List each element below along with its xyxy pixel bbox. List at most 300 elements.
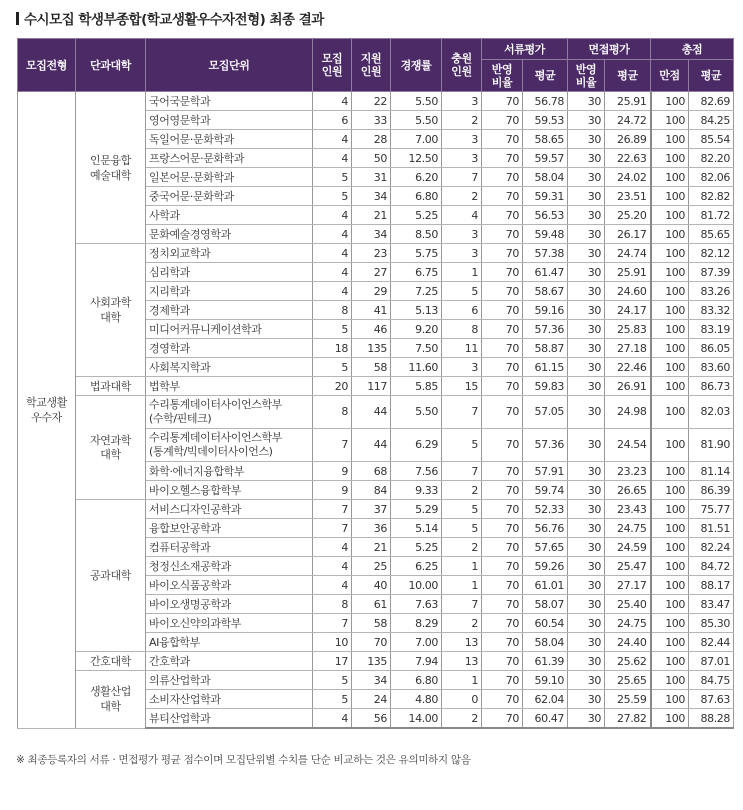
unit-cell: 문화예술경영학과: [146, 225, 313, 244]
applicants-cell: 25: [352, 557, 391, 576]
total-full-cell: 100: [651, 339, 689, 358]
total-avg-cell: 82.82: [689, 187, 734, 206]
header-extra: 충원 인원: [442, 39, 482, 92]
ratio-cell: 5.13: [391, 301, 442, 320]
ratio-cell: 5.29: [391, 500, 442, 519]
applicants-cell: 31: [352, 168, 391, 187]
interview-avg-cell: 25.40: [605, 595, 651, 614]
interview-avg-cell: 26.17: [605, 225, 651, 244]
ratio-cell: 8.50: [391, 225, 442, 244]
college-cell: 인문융합 예술대학: [76, 92, 146, 244]
total-avg-cell: 86.05: [689, 339, 734, 358]
college-cell: 자연과학 대학: [76, 396, 146, 500]
interview-avg-cell: 23.23: [605, 462, 651, 481]
doc-weight-cell: 70: [482, 92, 523, 111]
ratio-cell: 5.50: [391, 111, 442, 130]
total-full-cell: 100: [651, 206, 689, 225]
header-ratio: 경쟁률: [391, 39, 442, 92]
table-row: [18, 92, 734, 111]
quota-cell: 18: [313, 339, 352, 358]
ratio-cell: 7.94: [391, 652, 442, 671]
doc-weight-cell: 70: [482, 263, 523, 282]
extra-cell: 13: [442, 652, 482, 671]
unit-cell: 소비자산업학과: [146, 690, 313, 709]
total-full-cell: 100: [651, 320, 689, 339]
interview-weight-cell: 30: [568, 339, 605, 358]
quota-cell: 4: [313, 576, 352, 595]
quota-cell: 7: [313, 614, 352, 633]
total-full-cell: 100: [651, 358, 689, 377]
header-applicants: 지원 인원: [352, 39, 391, 92]
ratio-cell: 5.50: [391, 92, 442, 111]
unit-cell: 바이오식품공학과: [146, 576, 313, 595]
college-cell: 생활산업 대학: [76, 671, 146, 729]
interview-weight-cell: 30: [568, 429, 605, 462]
doc-avg-cell: 58.04: [523, 168, 568, 187]
interview-weight-cell: 30: [568, 149, 605, 168]
interview-avg-cell: 23.43: [605, 500, 651, 519]
doc-avg-cell: 56.78: [523, 92, 568, 111]
doc-weight-cell: 70: [482, 377, 523, 396]
extra-cell: 7: [442, 396, 482, 429]
applicants-cell: 50: [352, 149, 391, 168]
interview-avg-cell: 25.59: [605, 690, 651, 709]
table-row: [18, 671, 734, 690]
doc-avg-cell: 62.04: [523, 690, 568, 709]
doc-weight-cell: 70: [482, 358, 523, 377]
interview-avg-cell: 26.89: [605, 130, 651, 149]
college-cell: 공과대학: [76, 500, 146, 652]
applicants-cell: 34: [352, 225, 391, 244]
total-full-cell: 100: [651, 263, 689, 282]
applicants-cell: 34: [352, 187, 391, 206]
total-full-cell: 100: [651, 671, 689, 690]
interview-weight-cell: 30: [568, 111, 605, 130]
interview-avg-cell: 25.47: [605, 557, 651, 576]
unit-cell: 화학·에너지융합학부: [146, 462, 313, 481]
ratio-cell: 7.63: [391, 595, 442, 614]
applicants-cell: 44: [352, 396, 391, 429]
quota-cell: 4: [313, 709, 352, 729]
doc-avg-cell: 58.07: [523, 595, 568, 614]
extra-cell: 13: [442, 633, 482, 652]
total-full-cell: 100: [651, 244, 689, 263]
total-full-cell: 100: [651, 614, 689, 633]
applicants-cell: 44: [352, 429, 391, 462]
total-full-cell: 100: [651, 633, 689, 652]
extra-cell: 5: [442, 519, 482, 538]
doc-weight-cell: 70: [482, 396, 523, 429]
doc-weight-cell: 70: [482, 206, 523, 225]
total-full-cell: 100: [651, 282, 689, 301]
unit-cell: 서비스디자인공학과: [146, 500, 313, 519]
extra-cell: 3: [442, 225, 482, 244]
doc-avg-cell: 52.33: [523, 500, 568, 519]
total-full-cell: 100: [651, 481, 689, 500]
ratio-cell: 4.80: [391, 690, 442, 709]
header-unit: 모집단위: [146, 39, 313, 92]
table-row: [18, 500, 734, 519]
interview-avg-cell: 24.98: [605, 396, 651, 429]
total-avg-cell: 82.24: [689, 538, 734, 557]
applicants-cell: 28: [352, 130, 391, 149]
quota-cell: 5: [313, 358, 352, 377]
interview-weight-cell: 30: [568, 92, 605, 111]
quota-cell: 4: [313, 557, 352, 576]
type-cell: 학교생활 우수자: [18, 92, 76, 729]
total-full-cell: 100: [651, 225, 689, 244]
interview-avg-cell: 27.82: [605, 709, 651, 729]
interview-weight-cell: 30: [568, 244, 605, 263]
total-avg-cell: 82.20: [689, 149, 734, 168]
extra-cell: 8: [442, 320, 482, 339]
ratio-cell: 7.56: [391, 462, 442, 481]
ratio-cell: 5.85: [391, 377, 442, 396]
total-full-cell: 100: [651, 111, 689, 130]
applicants-cell: 37: [352, 500, 391, 519]
extra-cell: 7: [442, 595, 482, 614]
applicants-cell: 21: [352, 538, 391, 557]
doc-avg-cell: 58.67: [523, 282, 568, 301]
quota-cell: 7: [313, 519, 352, 538]
header-type: 모집전형: [18, 39, 76, 92]
doc-avg-cell: 59.74: [523, 481, 568, 500]
unit-cell: 지리학과: [146, 282, 313, 301]
ratio-cell: 5.50: [391, 396, 442, 429]
ratio-cell: 8.29: [391, 614, 442, 633]
title-text: 수시모집 학생부종합(학교생활우수자전형) 최종 결과: [24, 12, 324, 28]
ratio-cell: 6.25: [391, 557, 442, 576]
interview-weight-cell: 30: [568, 206, 605, 225]
quota-cell: 4: [313, 206, 352, 225]
header-total-avg: 평균: [689, 60, 734, 92]
total-full-cell: 100: [651, 92, 689, 111]
extra-cell: 5: [442, 500, 482, 519]
unit-cell: 경제학과: [146, 301, 313, 320]
total-full-cell: 100: [651, 500, 689, 519]
applicants-cell: 58: [352, 614, 391, 633]
doc-weight-cell: 70: [482, 301, 523, 320]
total-full-cell: 100: [651, 595, 689, 614]
ratio-cell: 7.25: [391, 282, 442, 301]
total-avg-cell: 81.14: [689, 462, 734, 481]
extra-cell: 7: [442, 168, 482, 187]
quota-cell: 6: [313, 111, 352, 130]
doc-weight-cell: 70: [482, 481, 523, 500]
unit-cell: 수리통계데이터사이언스학부 (수학/핀테크): [146, 396, 313, 429]
ratio-cell: 7.50: [391, 339, 442, 358]
quota-cell: 20: [313, 377, 352, 396]
total-avg-cell: 88.17: [689, 576, 734, 595]
interview-avg-cell: 26.91: [605, 377, 651, 396]
applicants-cell: 58: [352, 358, 391, 377]
ratio-cell: 14.00: [391, 709, 442, 729]
interview-weight-cell: 30: [568, 633, 605, 652]
interview-weight-cell: 30: [568, 519, 605, 538]
quota-cell: 8: [313, 396, 352, 429]
doc-avg-cell: 60.54: [523, 614, 568, 633]
applicants-cell: 22: [352, 92, 391, 111]
unit-cell: 경영학과: [146, 339, 313, 358]
total-avg-cell: 84.25: [689, 111, 734, 130]
unit-cell: 중국어문·문화학과: [146, 187, 313, 206]
doc-weight-cell: 70: [482, 244, 523, 263]
doc-avg-cell: 59.10: [523, 671, 568, 690]
interview-weight-cell: 30: [568, 595, 605, 614]
total-avg-cell: 85.54: [689, 130, 734, 149]
ratio-cell: 7.00: [391, 130, 442, 149]
doc-avg-cell: 56.76: [523, 519, 568, 538]
header-total-full: 만점: [651, 60, 689, 92]
extra-cell: 7: [442, 462, 482, 481]
applicants-cell: 56: [352, 709, 391, 729]
interview-avg-cell: 25.65: [605, 671, 651, 690]
total-full-cell: 100: [651, 557, 689, 576]
doc-avg-cell: 59.53: [523, 111, 568, 130]
extra-cell: 11: [442, 339, 482, 358]
quota-cell: 4: [313, 244, 352, 263]
extra-cell: 2: [442, 187, 482, 206]
total-full-cell: 100: [651, 377, 689, 396]
doc-weight-cell: 70: [482, 709, 523, 729]
doc-avg-cell: 58.65: [523, 130, 568, 149]
doc-avg-cell: 57.05: [523, 396, 568, 429]
doc-avg-cell: 56.53: [523, 206, 568, 225]
total-avg-cell: 88.28: [689, 709, 734, 729]
doc-weight-cell: 70: [482, 111, 523, 130]
unit-cell: 바이오신약의과학부: [146, 614, 313, 633]
applicants-cell: 68: [352, 462, 391, 481]
interview-weight-cell: 30: [568, 301, 605, 320]
unit-cell: 일본어문·문화학과: [146, 168, 313, 187]
doc-weight-cell: 70: [482, 339, 523, 358]
total-avg-cell: 83.47: [689, 595, 734, 614]
total-full-cell: 100: [651, 396, 689, 429]
unit-cell: 영어영문학과: [146, 111, 313, 130]
quota-cell: 8: [313, 301, 352, 320]
doc-weight-cell: 70: [482, 576, 523, 595]
extra-cell: 3: [442, 130, 482, 149]
total-avg-cell: 87.01: [689, 652, 734, 671]
doc-weight-cell: 70: [482, 149, 523, 168]
ratio-cell: 6.29: [391, 429, 442, 462]
ratio-cell: 5.75: [391, 244, 442, 263]
table-row: [18, 652, 734, 671]
interview-avg-cell: 24.75: [605, 614, 651, 633]
quota-cell: 5: [313, 671, 352, 690]
extra-cell: 5: [442, 282, 482, 301]
interview-avg-cell: 24.75: [605, 519, 651, 538]
title-bar-icon: [16, 12, 19, 25]
ratio-cell: 10.00: [391, 576, 442, 595]
header-interview-weight: 반영 비율: [568, 60, 605, 92]
ratio-cell: 5.14: [391, 519, 442, 538]
interview-weight-cell: 30: [568, 225, 605, 244]
total-avg-cell: 82.06: [689, 168, 734, 187]
extra-cell: 2: [442, 614, 482, 633]
interview-weight-cell: 30: [568, 187, 605, 206]
total-full-cell: 100: [651, 130, 689, 149]
total-full-cell: 100: [651, 576, 689, 595]
extra-cell: 1: [442, 263, 482, 282]
quota-cell: 4: [313, 538, 352, 557]
doc-avg-cell: 57.65: [523, 538, 568, 557]
quota-cell: 4: [313, 130, 352, 149]
doc-weight-cell: 70: [482, 130, 523, 149]
header-college: 단과대학: [76, 39, 146, 92]
interview-weight-cell: 30: [568, 130, 605, 149]
total-avg-cell: 81.51: [689, 519, 734, 538]
doc-avg-cell: 58.04: [523, 633, 568, 652]
doc-avg-cell: 61.01: [523, 576, 568, 595]
unit-cell: 프랑스어문·문화학과: [146, 149, 313, 168]
table-row: [18, 244, 734, 263]
ratio-cell: 6.80: [391, 187, 442, 206]
header-doc-weight: 반영 비율: [482, 60, 523, 92]
total-avg-cell: 81.90: [689, 429, 734, 462]
total-avg-cell: 85.65: [689, 225, 734, 244]
total-full-cell: 100: [651, 690, 689, 709]
extra-cell: 6: [442, 301, 482, 320]
quota-cell: 7: [313, 429, 352, 462]
doc-weight-cell: 70: [482, 690, 523, 709]
doc-weight-cell: 70: [482, 429, 523, 462]
header-quota: 모집 인원: [313, 39, 352, 92]
interview-avg-cell: 23.51: [605, 187, 651, 206]
doc-avg-cell: 59.83: [523, 377, 568, 396]
doc-avg-cell: 59.26: [523, 557, 568, 576]
unit-cell: 바이오생명공학과: [146, 595, 313, 614]
interview-weight-cell: 30: [568, 396, 605, 429]
doc-weight-cell: 70: [482, 519, 523, 538]
doc-weight-cell: 70: [482, 462, 523, 481]
total-avg-cell: 86.73: [689, 377, 734, 396]
total-avg-cell: 86.39: [689, 481, 734, 500]
interview-avg-cell: 24.60: [605, 282, 651, 301]
extra-cell: 5: [442, 429, 482, 462]
doc-avg-cell: 59.57: [523, 149, 568, 168]
doc-avg-cell: 57.91: [523, 462, 568, 481]
extra-cell: 0: [442, 690, 482, 709]
quota-cell: 4: [313, 149, 352, 168]
applicants-cell: 117: [352, 377, 391, 396]
quota-cell: 7: [313, 500, 352, 519]
doc-weight-cell: 70: [482, 557, 523, 576]
doc-avg-cell: 61.39: [523, 652, 568, 671]
quota-cell: 9: [313, 481, 352, 500]
unit-cell: AI융합학부: [146, 633, 313, 652]
doc-weight-cell: 70: [482, 320, 523, 339]
header-total: 총점: [651, 39, 734, 60]
unit-cell: 법학부: [146, 377, 313, 396]
applicants-cell: 84: [352, 481, 391, 500]
total-full-cell: 100: [651, 187, 689, 206]
total-avg-cell: 75.77: [689, 500, 734, 519]
total-full-cell: 100: [651, 709, 689, 729]
unit-cell: 의류산업학과: [146, 671, 313, 690]
table-row: [18, 396, 734, 429]
unit-cell: 미디어커뮤니케이션학과: [146, 320, 313, 339]
doc-avg-cell: 57.36: [523, 429, 568, 462]
ratio-cell: 5.25: [391, 538, 442, 557]
interview-weight-cell: 30: [568, 538, 605, 557]
interview-avg-cell: 24.17: [605, 301, 651, 320]
total-avg-cell: 82.69: [689, 92, 734, 111]
applicants-cell: 21: [352, 206, 391, 225]
interview-avg-cell: 25.91: [605, 92, 651, 111]
interview-avg-cell: 25.62: [605, 652, 651, 671]
applicants-cell: 29: [352, 282, 391, 301]
doc-weight-cell: 70: [482, 671, 523, 690]
applicants-cell: 135: [352, 339, 391, 358]
doc-weight-cell: 70: [482, 168, 523, 187]
doc-avg-cell: 61.47: [523, 263, 568, 282]
unit-cell: 바이오헬스융합학부: [146, 481, 313, 500]
total-avg-cell: 83.26: [689, 282, 734, 301]
quota-cell: 5: [313, 168, 352, 187]
total-full-cell: 100: [651, 538, 689, 557]
applicants-cell: 61: [352, 595, 391, 614]
total-avg-cell: 82.12: [689, 244, 734, 263]
quota-cell: 5: [313, 690, 352, 709]
total-full-cell: 100: [651, 301, 689, 320]
extra-cell: 3: [442, 92, 482, 111]
ratio-cell: 6.75: [391, 263, 442, 282]
table-row: [18, 377, 734, 396]
unit-cell: 뷰티산업학과: [146, 709, 313, 729]
extra-cell: 3: [442, 244, 482, 263]
doc-avg-cell: 57.38: [523, 244, 568, 263]
total-full-cell: 100: [651, 168, 689, 187]
applicants-cell: 41: [352, 301, 391, 320]
applicants-cell: 33: [352, 111, 391, 130]
applicants-cell: 70: [352, 633, 391, 652]
total-avg-cell: 87.39: [689, 263, 734, 282]
total-avg-cell: 83.32: [689, 301, 734, 320]
unit-cell: 국어국문학과: [146, 92, 313, 111]
ratio-cell: 9.20: [391, 320, 442, 339]
ratio-cell: 9.33: [391, 481, 442, 500]
header-doc-avg: 평균: [523, 60, 568, 92]
quota-cell: 5: [313, 187, 352, 206]
college-cell: 법과대학: [76, 377, 146, 396]
unit-cell: 간호학과: [146, 652, 313, 671]
total-full-cell: 100: [651, 429, 689, 462]
doc-weight-cell: 70: [482, 225, 523, 244]
interview-avg-cell: 24.54: [605, 429, 651, 462]
doc-weight-cell: 70: [482, 614, 523, 633]
applicants-cell: 27: [352, 263, 391, 282]
quota-cell: 4: [313, 92, 352, 111]
interview-weight-cell: 30: [568, 462, 605, 481]
interview-avg-cell: 24.02: [605, 168, 651, 187]
interview-weight-cell: 30: [568, 671, 605, 690]
ratio-cell: 5.25: [391, 206, 442, 225]
extra-cell: 2: [442, 709, 482, 729]
interview-weight-cell: 30: [568, 576, 605, 595]
interview-avg-cell: 24.59: [605, 538, 651, 557]
interview-avg-cell: 27.18: [605, 339, 651, 358]
header-doc: 서류평가: [482, 39, 568, 60]
interview-weight-cell: 30: [568, 709, 605, 729]
unit-cell: 독일어문·문화학과: [146, 130, 313, 149]
interview-avg-cell: 26.65: [605, 481, 651, 500]
extra-cell: 3: [442, 358, 482, 377]
interview-weight-cell: 30: [568, 263, 605, 282]
total-avg-cell: 84.75: [689, 671, 734, 690]
ratio-cell: 11.60: [391, 358, 442, 377]
doc-avg-cell: 58.87: [523, 339, 568, 358]
